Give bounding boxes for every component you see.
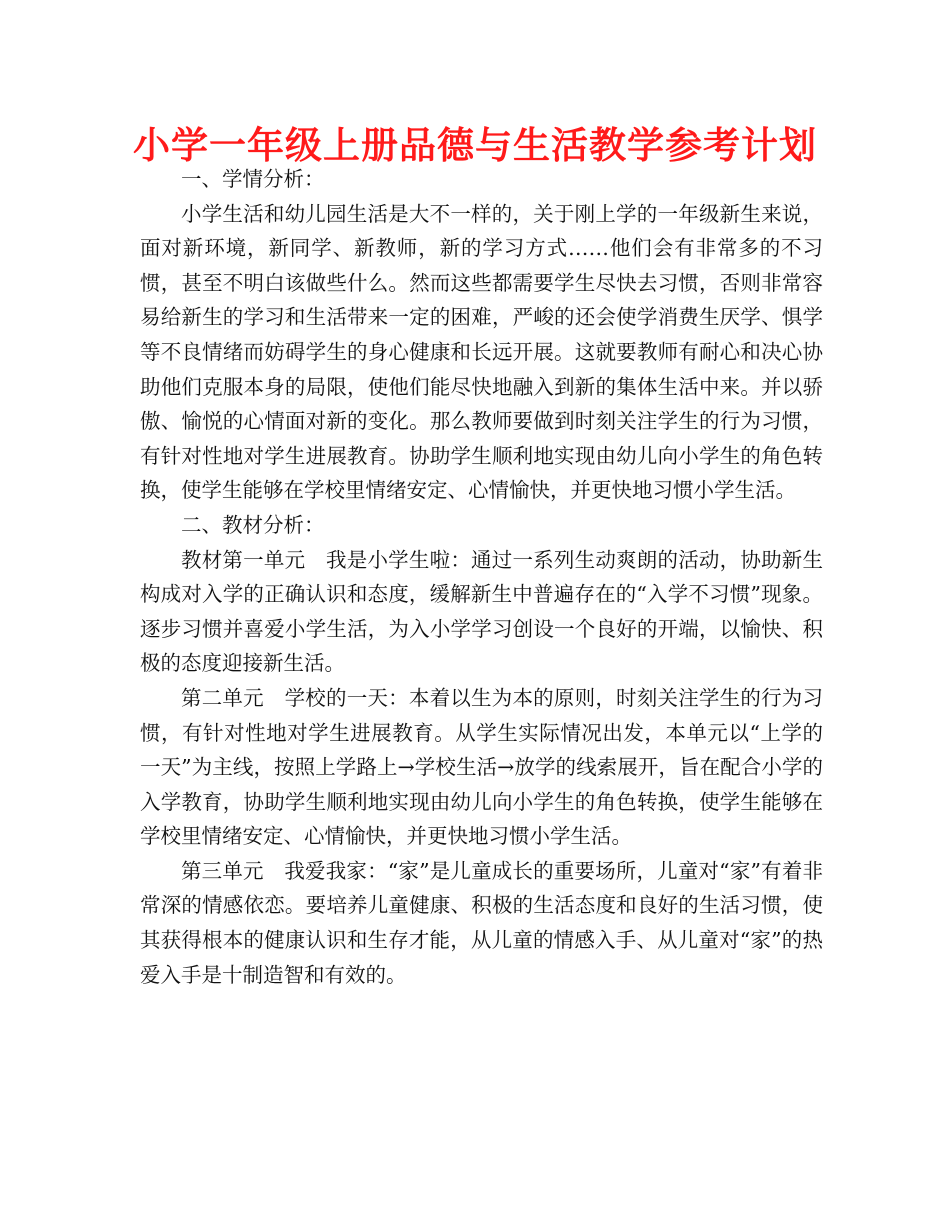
section-heading-textbook-analysis: 二、教材分析：	[181, 512, 325, 537]
paragraph-unit-one: 教材第一单元 我是小学生啦：通过一系列生动爽朗的活动，协助新生构成对入学的正确认识和态度，缓解新生中普遍存在的“入学不习惯”现象。逐步习惯并喜爱小学生活，为入小学学习创设一个良好的开端，以愉快、积极的态度迎接新生活。	[140, 547, 823, 676]
document-title: 小学一年级上册品德与生活教学参考计划	[133, 124, 817, 167]
paragraph-unit-two: 第二单元 学校的一天：本着以生为本的原则，时刻关注学生的行为习惯，有针对性地对学生进展教育。从学生实际情况出发，本单元以“上学的一天”为主线，按照上学路上→学校生活→放学的线索展开，旨在配合小学的入学教育，协助学生顺利地实现由幼儿向小学生的角色转换，使学生能够在学校里情绪安定、心情愉快，并更快地习惯小学生活。	[140, 685, 823, 849]
document-body	[140, 162, 823, 992]
paragraph-unit-three: 第三单元 我爱我家：“家”是儿童成长的重要场所，儿童对“家”有着非常深的情感依恋。要培养儿童健康、积极的生活态度和良好的生活习惯，使其获得根本的健康认识和生存才能，从儿童的情感入手、从儿童对“家”的热爱入手是十制造智和有效的。	[140, 858, 823, 987]
section-heading-learning-analysis: 一、学情分析：	[181, 167, 325, 191]
paragraph-learning-analysis: 小学生活和幼儿园生活是大不一样的，关于刚上学的一年级新生来说，面对新环境，新同学、新教师，新的学习方式……他们会有非常多的不习惯，甚至不明白该做些什么。然而这些都需要学生尽快去习惯，否则非常容易给新生的学习和生活带来一定的困难，严峻的还会使学消费生厌学、惧学等不良情绪而妨碍学生的身心健康和长远开展。这就要教师有耐心和决心协助他们克服本身的局限，使他们能尽快地融入到新的集体生活中来。并以骄傲、愉悦的心情面对新的变化。那么教师要做到时刻关注学生的行为习惯，有针对性地对学生进展教育。协助学生顺利地实现由幼儿向小学生的角色转换，使学生能够在学校里情绪安定、心情愉快，并更快地习惯小学生活。	[140, 201, 823, 503]
